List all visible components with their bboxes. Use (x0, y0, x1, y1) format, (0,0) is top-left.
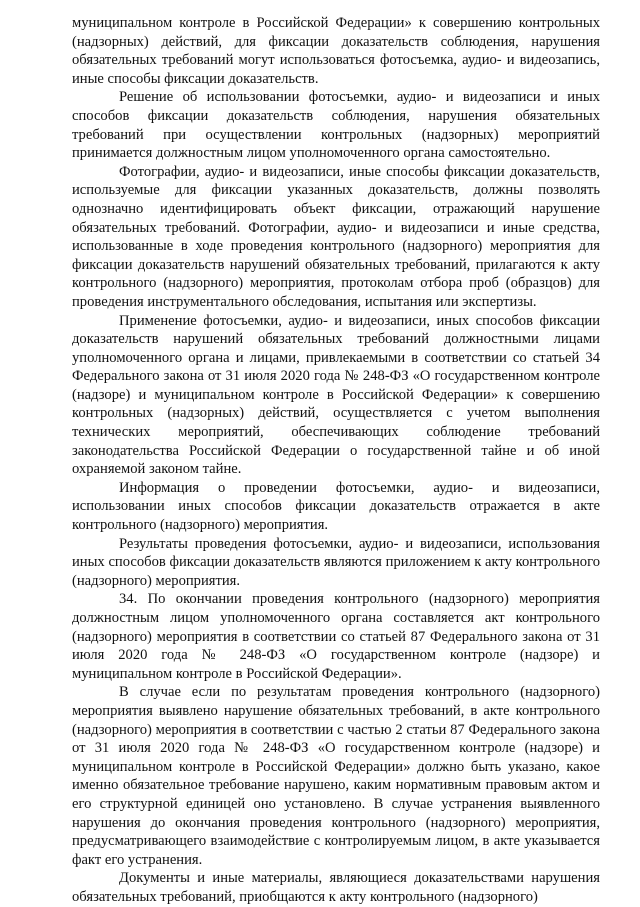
paragraph-continuation: муниципальном контроле в Российской Федерации» к совершению контрольных (надзорных) действий, для фиксации доказательств соблюдения, нарушения обязательных требований могут использоваться фотосъемка, аудио- и видеозапись, иные способы фиксации доказательств. (72, 15, 600, 87)
paragraph-item-34: 34. По окончании проведения контрольного (надзорного) мероприятия должностным лицом уполномоченного органа составляется акт контрольного (надзорного) мероприятия в соответствии со статьей 87 Федерального закона от 31 июля 2020 года № 248-ФЗ «О государственном контроле (надзоре) и муниципальном контроле в Российской Федерации». (72, 591, 600, 682)
paragraph-violation-found: В случае если по результатам проведения контрольного (надзорного) мероприятия выявлено нарушение обязательных требований, в акте контрольного (надзорного) мероприятия в соответствии с частью 2 статьи 87 Федерального закона от 31 июля 2020 года № 248-ФЗ «О государственном контроле (надзоре) и муниципальном контроле в Российской Федерации» должно быть указано, какое именно обязательное требование нарушено, каким нормативным правовым актом и его структурной единицей оно установлено. В случае устранения выявленного нарушения до окончания проведения контрольного (надзорного) мероприятия, предусматривающего взаимодействие с контролируемым лицом, в акте указывается факт его устранения. (72, 684, 600, 868)
paragraph-documents-attached: Документы и иные материалы, являющиеся доказательствами нарушения обязательных требований, приобщаются к акту контрольного (надзорного) (72, 870, 600, 905)
document-page (72, 14, 600, 907)
paragraph-recording-results: Результаты проведения фотосъемки, аудио- и видеозаписи, использования иных способов фиксации доказательств являются приложением к акту контрольного (надзорного) мероприятия. (72, 535, 600, 589)
paragraph-recording-use: Применение фотосъемки, аудио- и видеозаписи, иных способов фиксации доказательств нарушений обязательных требований должностными лицами уполномоченного органа и лицами, привлекаемыми в соответствии со статьей 34 Федерального закона от 31 июля 2020 года № 248-ФЗ «О государственном контроле (надзоре) и муниципальном контроле в Российской Федерации» к совершению контрольных (надзорных) действий, осуществляется с учетом выполнения технических мероприятий, обеспечивающих соблюдение требований законодательства Российской Федерации о государственной тайне и об иной охраняемой законом тайне. (72, 312, 600, 478)
paragraph-decision-on-recording: Решение об использовании фотосъемки, аудио- и видеозаписи и иных способов фиксации доказательств соблюдения, нарушения обязательных требований при осуществлении контрольных (надзорных) мероприятий принимается должностным лицом уполномоченного органа самостоятельно. (72, 89, 600, 162)
paragraph-recording-info: Информация о проведении фотосъемки, аудио- и видеозаписи, использовании иных способов фиксации доказательств отражается в акте контрольного (надзорного) мероприятия. (72, 479, 600, 534)
paragraph-photo-evidence: Фотографии, аудио- и видеозаписи, иные способы фиксации доказательств, используемые для фиксации указанных доказательств, должны позволять однозначно идентифицировать объект фиксации, отражающий нарушение обязательных требований. Фотографии, аудио- и видеозаписи и иные средства, использованные в ходе проведения контрольного (надзорного) мероприятия для фиксации доказательств нарушений обязательных требований, прилагаются к акту контрольного (надзорного) мероприятия, протоколам отбора проб (образцов) для проведения инструментального обследования, испытания или экспертизы. (72, 163, 600, 310)
